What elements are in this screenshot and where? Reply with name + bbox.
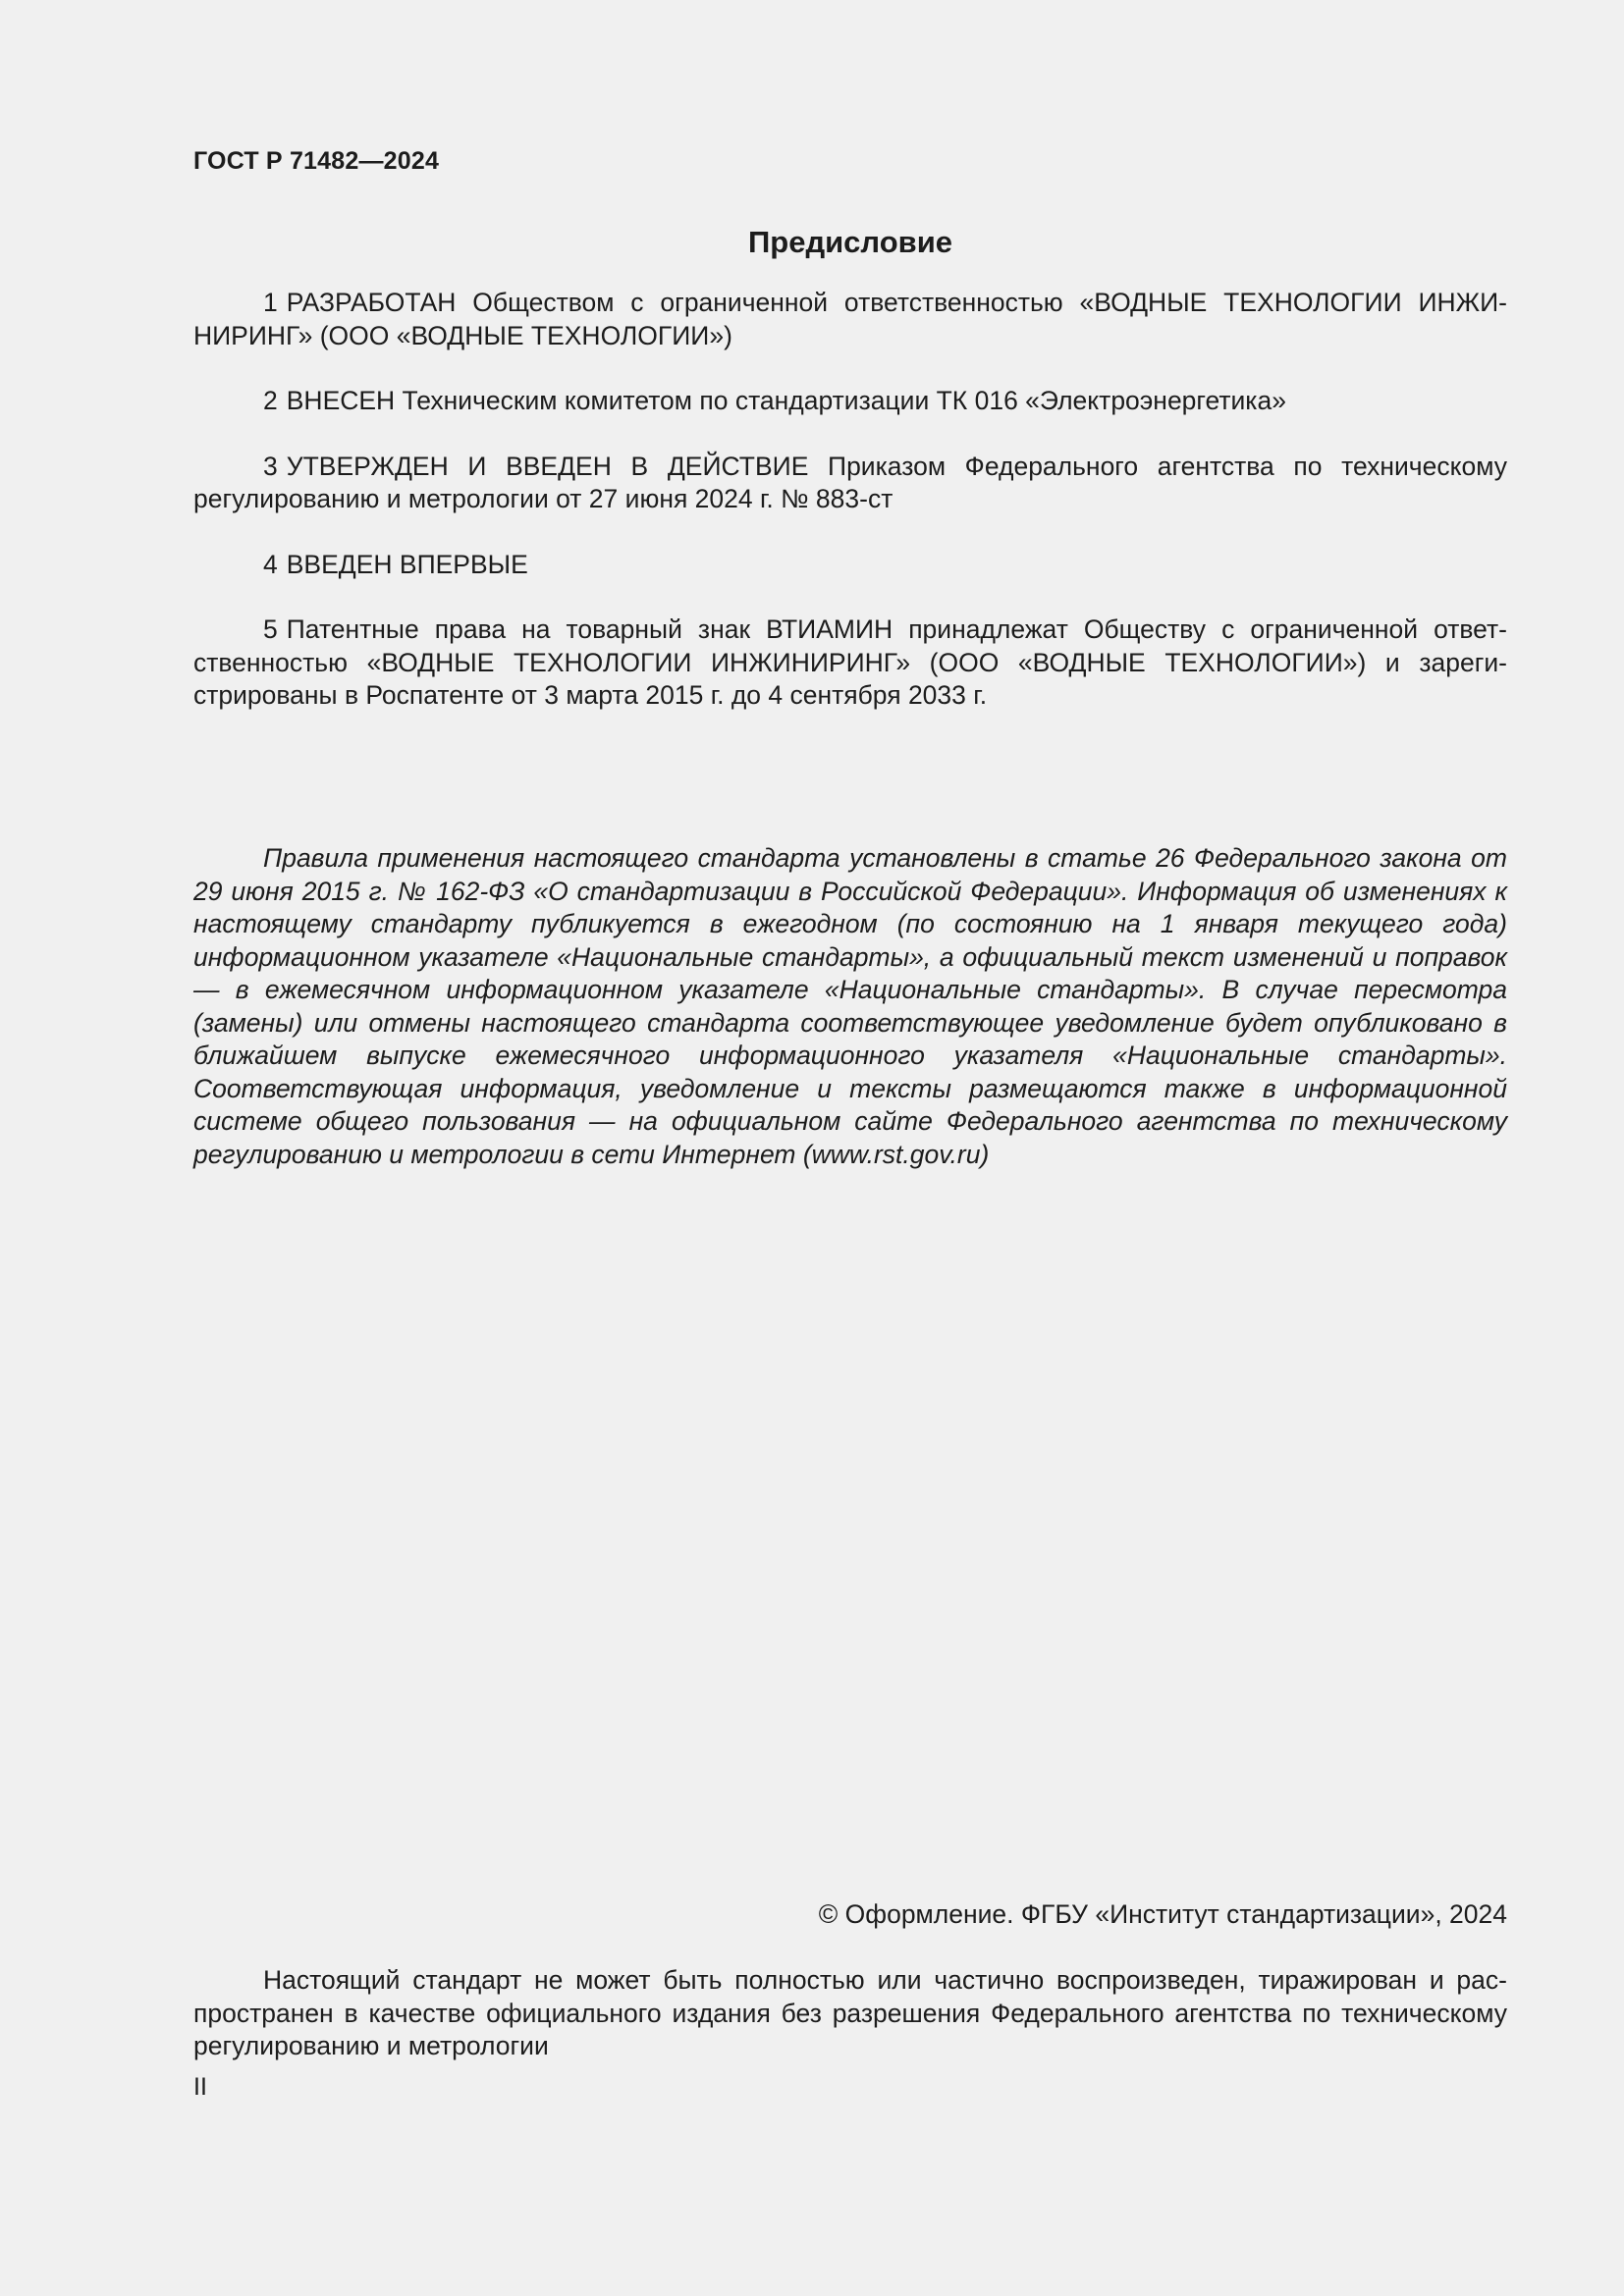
item-text: РАЗРАБОТАН Обществом с ограниченной ответственностью «ВОДНЫЕ ТЕХНОЛОГИИ ИНЖИНИРИНГ» (ООО «ВОДНЫЕ ТЕХНОЛОГИИ») — [193, 288, 1507, 350]
item-text: УТВЕРЖДЕН И ВВЕДЕН В ДЕЙСТВИЕ Приказом Федерального агентства по техническому регулированию и метрологии от 27 июня 2024 г. № 883-ст — [193, 451, 1507, 513]
foreword-item-1 — [193, 287, 1507, 352]
item-number: 3 — [263, 451, 278, 481]
foreword-items — [193, 287, 1507, 745]
foreword-item-2 — [193, 385, 1507, 418]
item-number: 2 — [263, 386, 278, 415]
item-number: 1 — [263, 288, 278, 317]
item-number: 5 — [263, 614, 278, 644]
application-rules-notice: Правила применения настоящего стандарта установлены в статье 26 Федерального закона от 29 июня 2015 г. № 162-ФЗ «О стандартизации в Российской Федерации». Информация об изменениях к настоящему стандарту публикуется в ежегодном (по состоянию на 1 января текущего года) информационном указателе «Национальные стандарты», а официальный текст изменений и поправок — в ежемесячном информационном указателе «Национальные стандарты». В случае пересмотра (замены) или отмены настоящего стандарта соответствующее уведомление будет опубликовано в ближайшем выпуске ежемесячного информационного указателя «Национальные стандарты». Соответствующая информация, уведомление и тексты размещаются также в информационной системе общего пользования — на официальном сайте Федерального агентства по техническому регулированию и метрологии в сети Интернет (www.rst.gov.ru) — [193, 843, 1507, 1169]
item-text: ВНЕСЕН Техническим комитетом по стандартизации ТК 016 «Электроэнергетика» — [286, 386, 1286, 415]
foreword-item-5 — [193, 614, 1507, 713]
foreword-item-4 — [193, 549, 1507, 582]
item-text: ВВЕДЕН ВПЕРВЫЕ — [286, 549, 528, 579]
section-title: Предисловие — [747, 225, 952, 259]
item-number: 4 — [263, 549, 278, 579]
reproduction-restriction: Настоящий стандарт не может быть полностью или частично воспроизведен, тиражирован и распространен в качестве официального издания без разрешения Федерального агентства по техническому регулированию и метрологии — [193, 1965, 1507, 2060]
document-page — [193, 0, 1507, 2296]
document-code: ГОСТ Р 71482—2024 — [193, 147, 440, 175]
page-number: II — [193, 2073, 207, 2101]
foreword-item-3 — [193, 451, 1507, 516]
item-text: Патентные права на товарный знак ВТИАМИН принадлежат Обществу с ограниченной ответственностью «ВОДНЫЕ ТЕХНОЛОГИИ ИНЖИНИРИНГ» (ООО «ВОДНЫЕ ТЕХНОЛОГИИ») и зарегистрированы в Роспатенте от 3 марта 2015 г. до 4 сентября 2033 г. — [193, 614, 1507, 710]
copyright-line: © Оформление. ФГБУ «Институт стандартизации», 2024 — [818, 1899, 1507, 1929]
